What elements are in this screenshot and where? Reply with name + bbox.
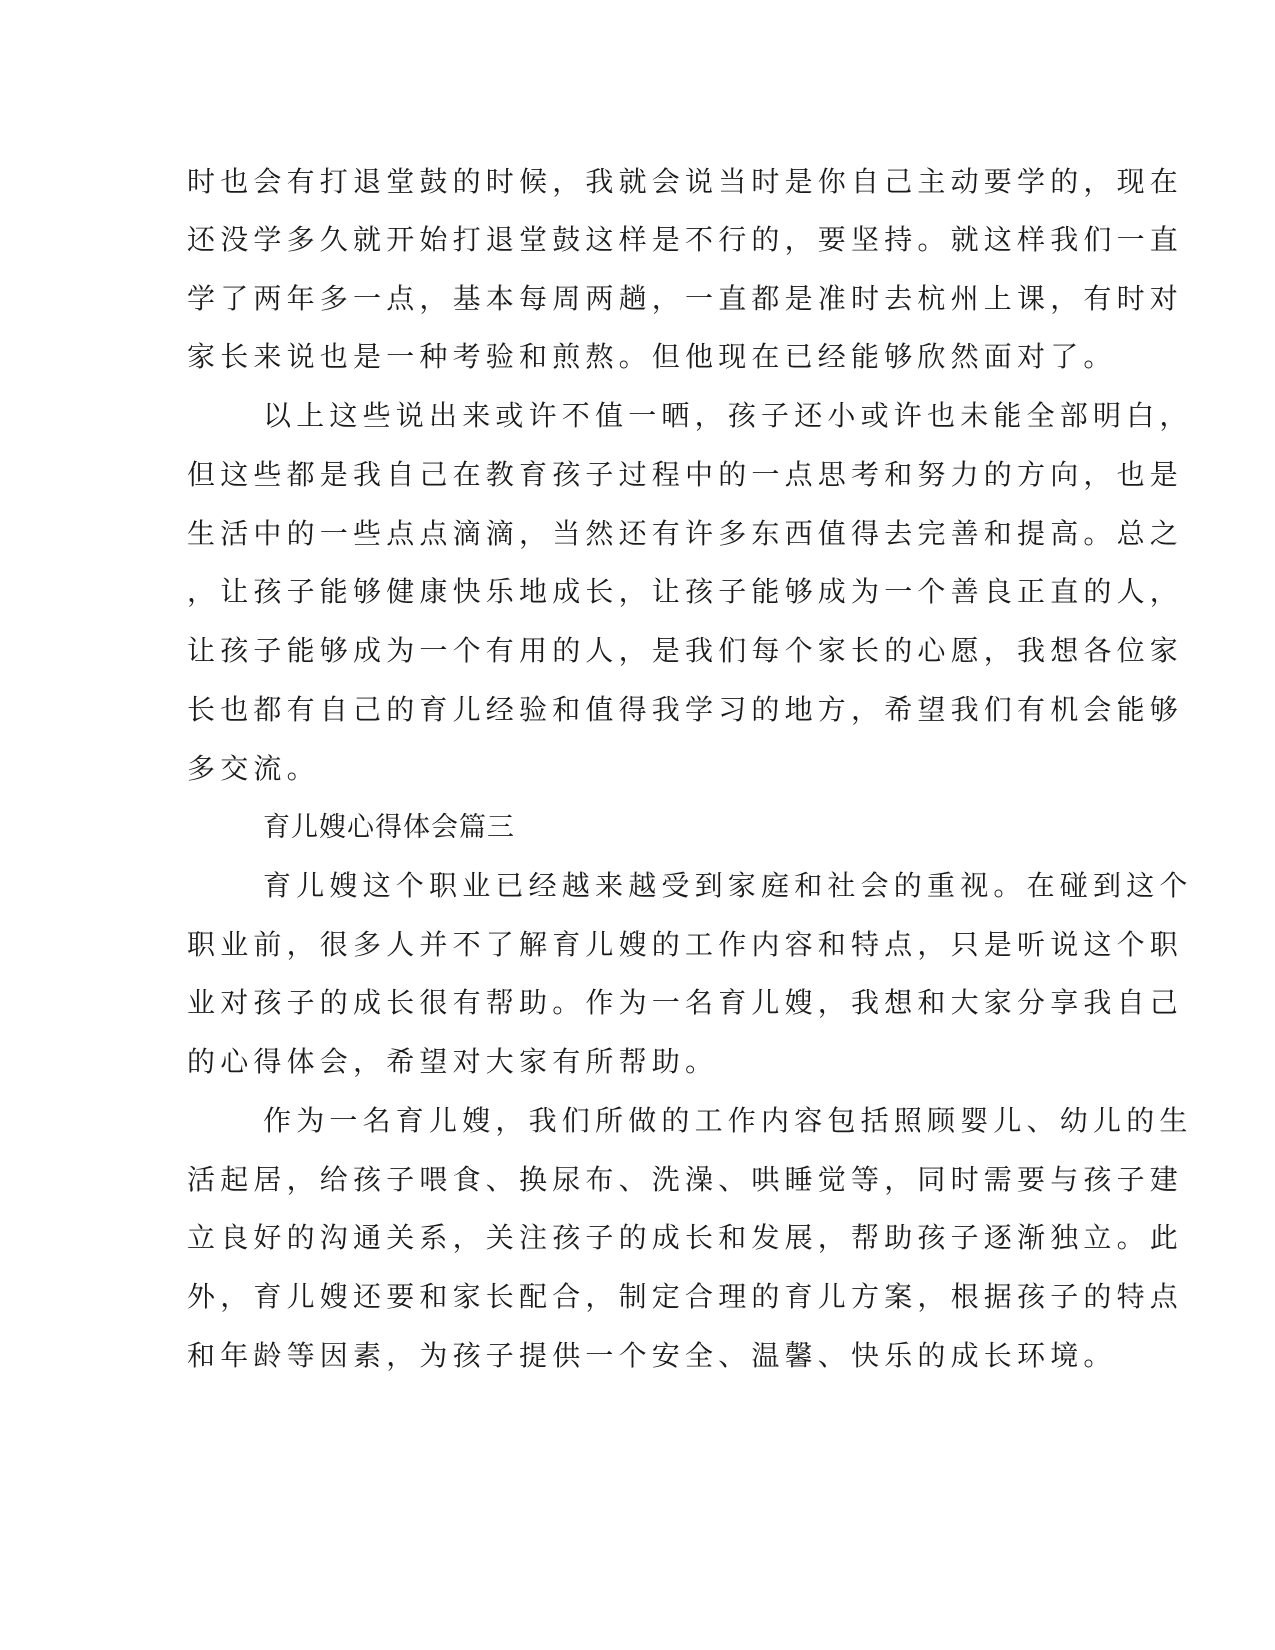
text-line: 时也会有打退堂鼓的时候，我就会说当时是你自己主动要学的，现在 <box>187 165 1184 198</box>
text-line: 立良好的沟通关系，关注孩子的成长和发展，帮助孩子逐渐独立。此 <box>187 1221 1184 1254</box>
paragraph-first-line: 育儿嫂这个职业已经越来越受到家庭和社会的重视。在碰到这个 <box>263 869 1193 902</box>
text-line: 家长来说也是一种考验和煎熬。但他现在已经能够欣然面对了。 <box>187 340 1117 373</box>
text-line: 长也都有自己的育儿经验和值得我学习的地方，希望我们有机会能够 <box>187 693 1184 726</box>
text-line: 职业前，很多人并不了解育儿嫂的工作内容和特点，只是听说这个职 <box>187 928 1184 961</box>
text-line: 但这些都是我自己在教育孩子过程中的一点思考和努力的方向，也是 <box>187 458 1184 491</box>
text-line: 让孩子能够成为一个有用的人，是我们每个家长的心愿，我想各位家 <box>187 634 1184 667</box>
text-line: 生活中的一些点点滴滴，当然还有许多东西值得去完善和提高。总之 <box>187 517 1184 550</box>
text-line: 外，育儿嫂还要和家长配合，制定合理的育儿方案，根据孩子的特点 <box>187 1280 1184 1313</box>
text-line: 业对孩子的成长很有帮助。作为一名育儿嫂，我想和大家分享我自己 <box>187 986 1184 1019</box>
text-line: ，让孩子能够健康快乐地成长，让孩子能够成为一个善良正直的人， <box>187 575 1184 608</box>
section-heading: 育儿嫂心得体会篇三 <box>263 812 515 843</box>
text-line: 学了两年多一点，基本每周两趟，一直都是准时去杭州上课，有时对 <box>187 282 1184 315</box>
text-line: 多交流。 <box>187 752 320 785</box>
text-line: 还没学多久就开始打退堂鼓这样是不行的，要坚持。就这样我们一直 <box>187 223 1184 256</box>
text-line: 活起居，给孩子喂食、换尿布、洗澡、哄睡觉等，同时需要与孩子建 <box>187 1163 1184 1196</box>
paragraph-first-line: 以上这些说出来或许不值一晒，孩子还小或许也未能全部明白， <box>263 399 1193 432</box>
paragraph-first-line: 作为一名育儿嫂，我们所做的工作内容包括照顾婴儿、幼儿的生 <box>263 1104 1193 1137</box>
text-line: 的心得体会，希望对大家有所帮助。 <box>187 1045 719 1078</box>
text-line: 和年龄等因素，为孩子提供一个安全、温馨、快乐的成长环境。 <box>187 1339 1117 1372</box>
